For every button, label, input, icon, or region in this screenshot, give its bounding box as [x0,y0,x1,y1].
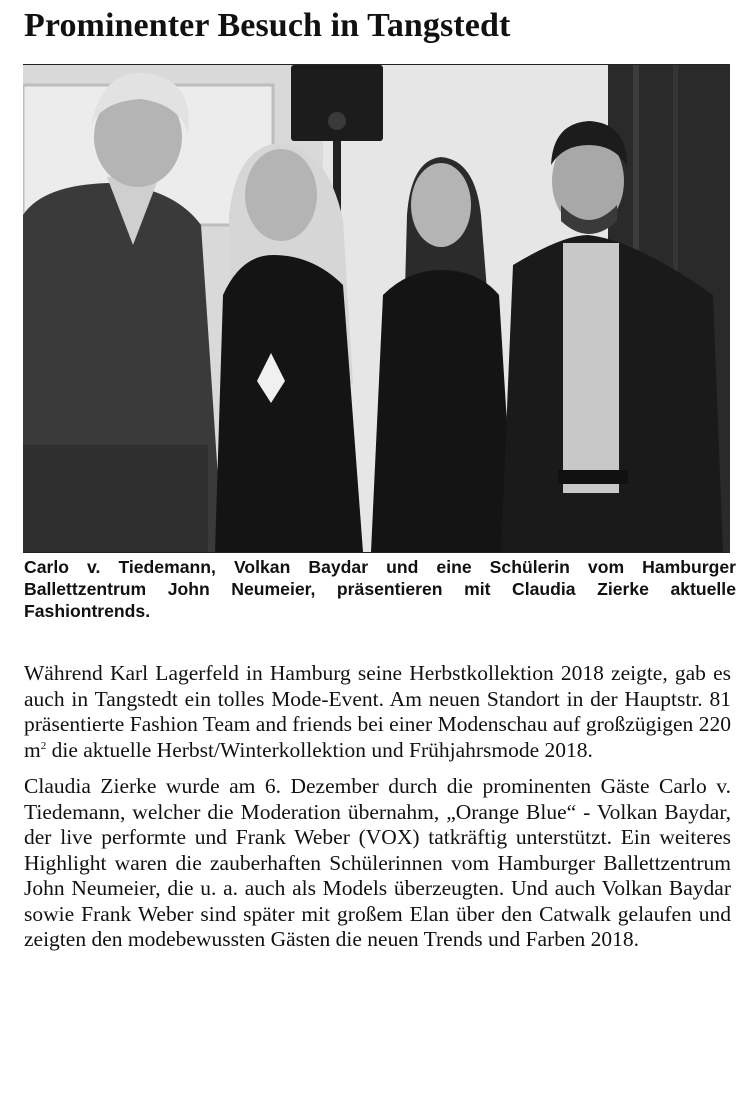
paragraph-text: Während Karl Lagerfeld in Hamburg seine Herbstkollektion 2018 zeigte, gab es auch in Tangstedt ein tolles Mode-Event. Am neuen Standort in der Hauptstr. 81 präsentierte Fashion Team and friends bei einer Modenschau auf großzügigen 220 m [24,661,731,762]
article-paragraph [24,661,731,763]
superscript: 2 [40,739,47,752]
group-photo [23,64,730,553]
article-body [24,661,731,964]
group-photo-icon [23,65,730,552]
article-headline: Prominenter Besuch in Tangstedt [24,7,511,44]
paragraph-text: die aktuelle Herbst/Winterkollektion und Frühjahrsmode 2018. [46,737,593,762]
article-paragraph: Claudia Zierke wurde am 6. Dezember durch die prominenten Gäste Carlo v. Tiedemann, welcher die Moderation übernahm, „Orange Blue“ - Volkan Baydar, der live performte und Frank Weber (VOX) tatkräftig unterstützt. Ein weiteres Highlight waren die zauberhaften Schülerinnen vom Hamburger Ballettzentrum John Neumeier, die u. a. auch als Models überzeugten. Und auch Volkan Baydar sowie Frank Weber sind später mit großem Elan über den Catwalk gelaufen und zeigten den modebewussten Gästen die neuen Trends und Farben 2018. [24,774,731,951]
photo-caption: Carlo v. Tiedemann, Volkan Baydar und eine Schülerin vom Hamburger Ballettzentrum John Neumeier, präsentieren mit Claudia Zierke aktuelle Fashiontrends. [24,557,736,621]
